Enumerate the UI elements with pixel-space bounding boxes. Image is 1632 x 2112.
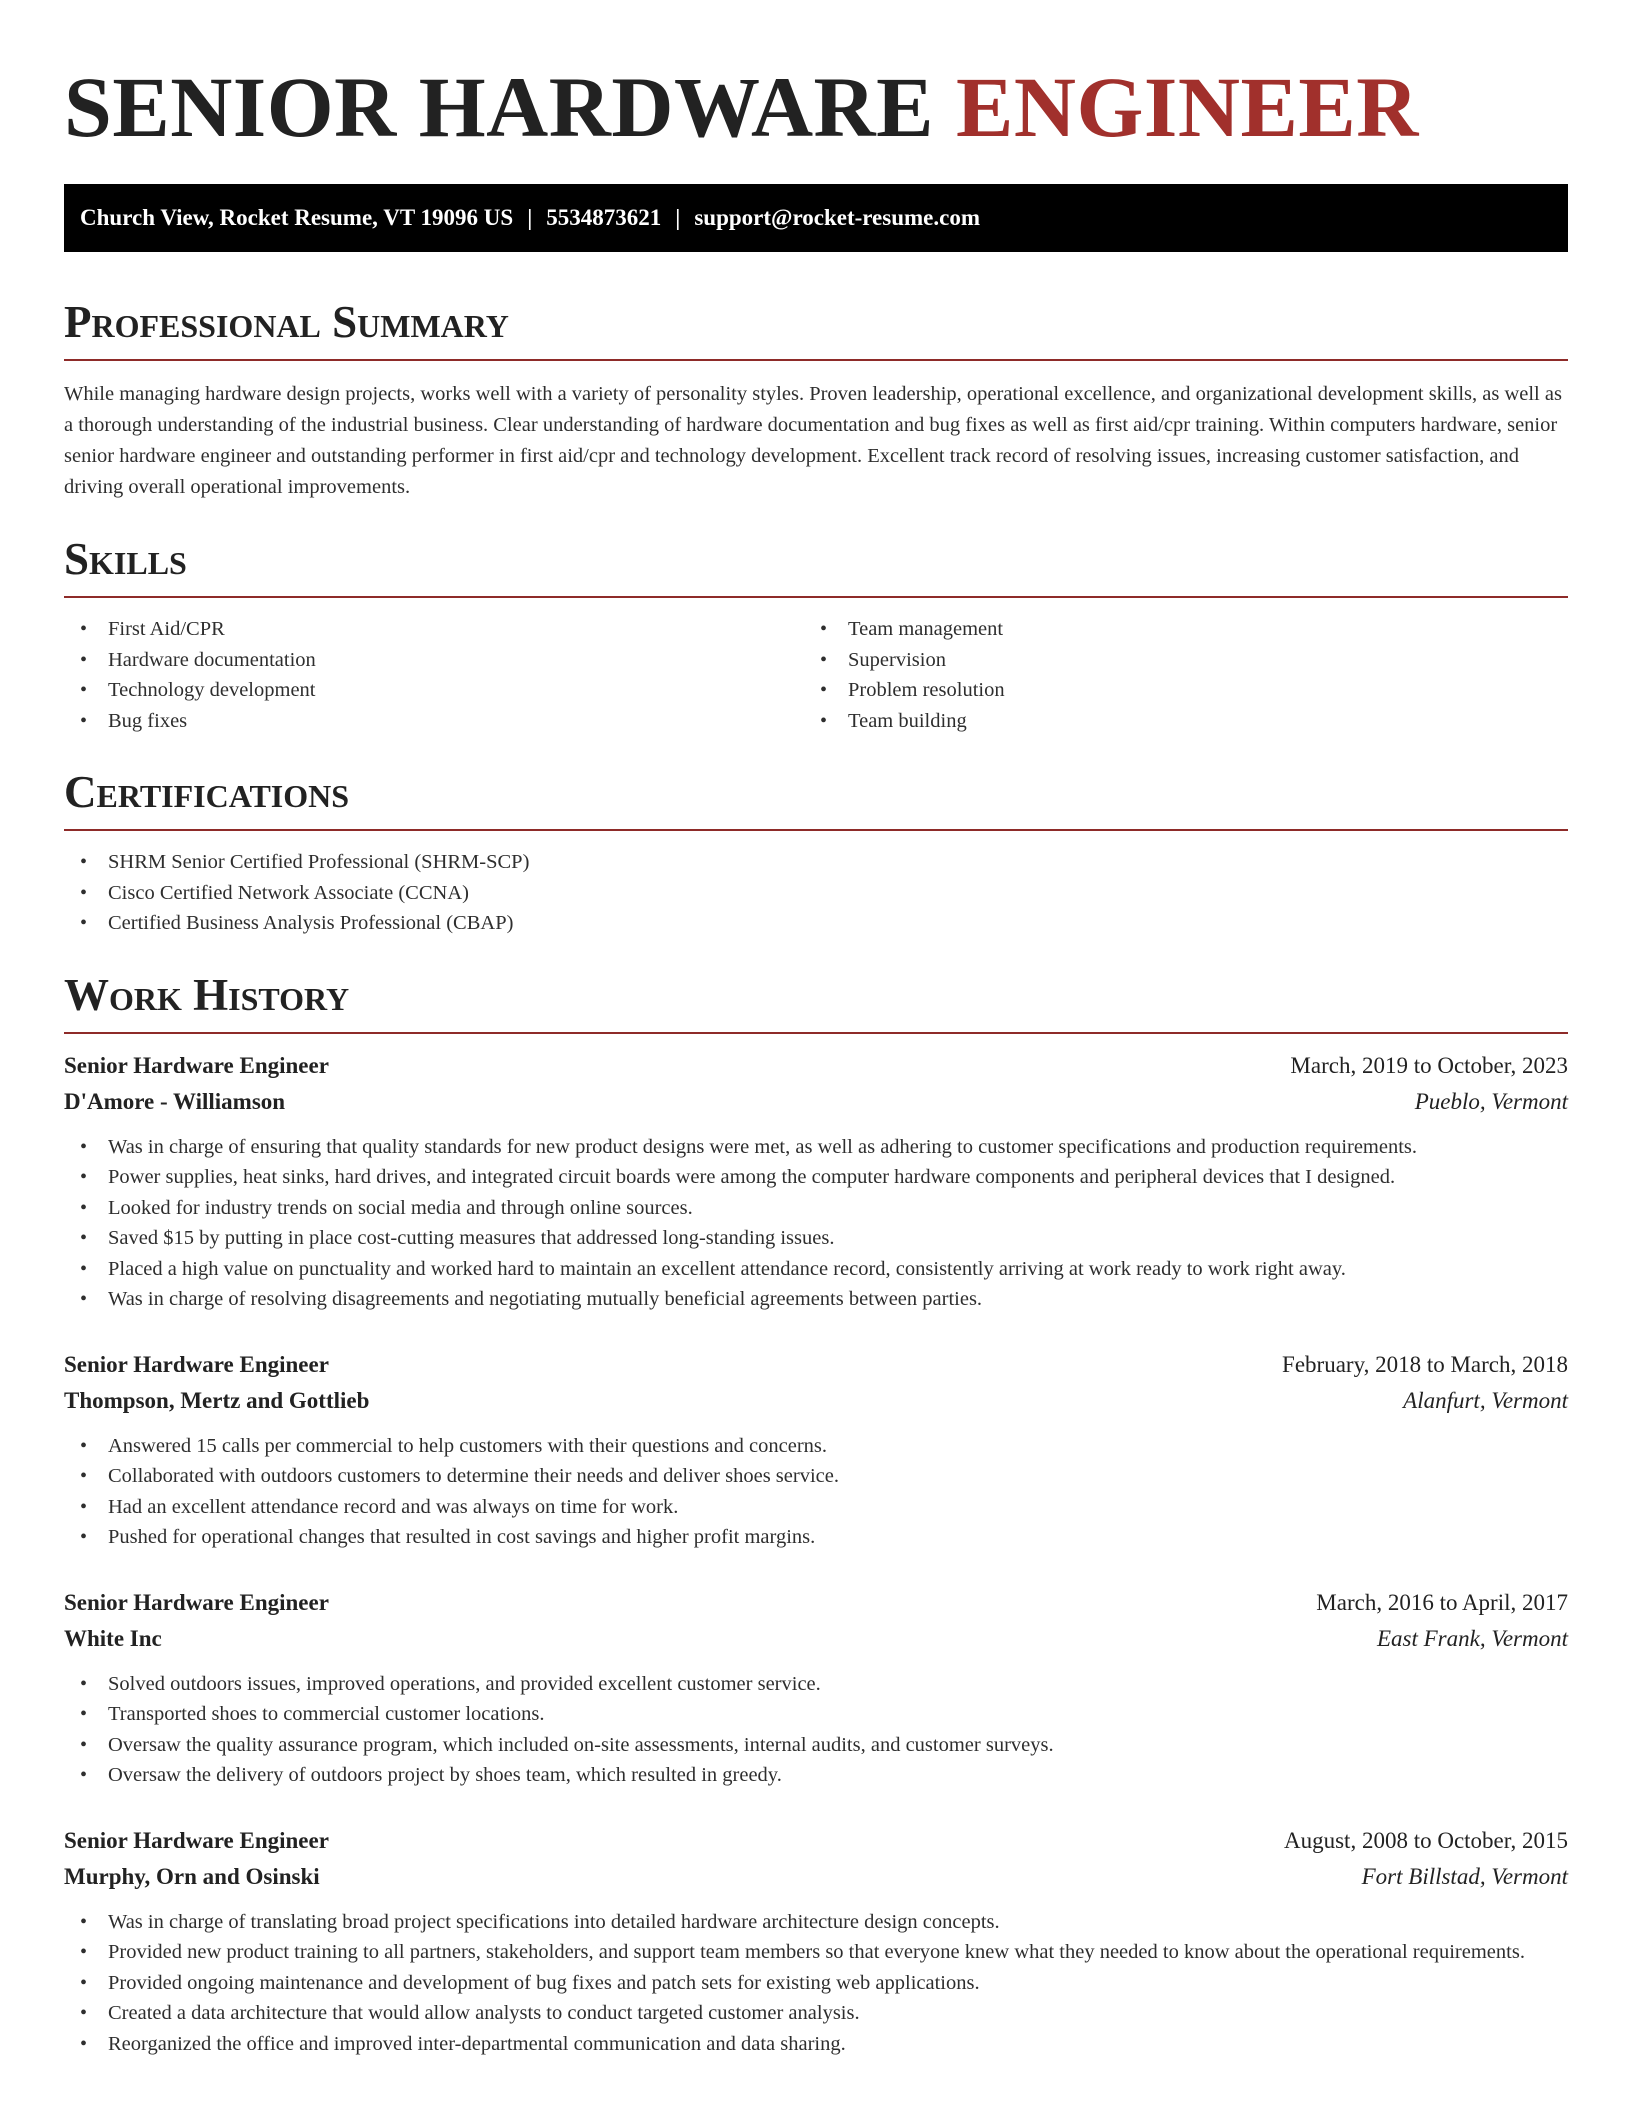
job-dates: February, 2018 to March, 2018 [1282,1351,1568,1377]
job-bullet [64,1431,1568,1462]
skill-item-text: Hardware documentation [108,648,316,671]
job-location: Alanfurt, Vermont [1403,1387,1568,1413]
job-dates: March, 2019 to October, 2023 [1290,1052,1568,1078]
title-accent: ENGINEER [956,59,1419,155]
job-bullet [64,1193,1568,1224]
summary-section [64,297,1568,503]
contact-bar [64,184,1568,252]
bullet-icon: • [80,1465,88,1487]
bullet-icon: • [80,1288,88,1310]
job-bullet [64,1669,1568,1700]
job-bullet [64,1968,1568,1999]
job-bullet-text: Provided new product training to all partners, stakeholders, and support team members so that everyone knew what they needed to know about the operational requirements. [108,1941,1525,1963]
bullet-icon: • [80,1971,88,1994]
job-title-row [64,1347,1568,1383]
bullet-icon: • [80,2032,88,2055]
bullet-icon: • [80,1166,88,1188]
skill-item [64,645,804,676]
job-company-row [64,1383,1568,1419]
bullet-icon: • [80,1196,88,1219]
skill-item [64,675,804,706]
job-location: East Frank, Vermont [1376,1625,1568,1651]
title-primary: SENIOR HARDWARE [64,59,935,155]
job-bullet-text: Looked for industry trends on social media and through online sources. [108,1196,693,1219]
job-bullets [64,1907,1568,2060]
bullet-icon: • [80,1910,88,1933]
contact-email[interactable]: support@rocket-resume.com [694,205,980,230]
contact-phone[interactable]: 5534873621 [546,205,662,230]
certifications-list [64,847,1568,939]
skills-grid [64,614,1568,736]
job-bullet-text: Saved $15 by putting in place cost-cutting measures that addressed long-standing issues. [108,1227,835,1249]
bullet-icon: • [80,1495,88,1518]
job-bullet-text: Placed a high value on punctuality and worked hard to maintain an excellent attendance record, consistently arriving at work ready to work right away. [108,1257,1346,1280]
bullet-icon: • [80,1434,88,1457]
bullet-icon: • [80,1764,88,1786]
job-title-row [64,1823,1568,1859]
job-company: White Inc [64,1625,162,1651]
skill-item [804,614,1544,645]
bullet-icon: • [820,618,828,640]
bullet-icon: • [820,679,828,701]
skill-item [804,645,1544,676]
bullet-icon: • [80,2002,88,2024]
resume-title [64,59,1568,155]
job-title: Senior Hardware Engineer [64,1351,329,1377]
certification-item [64,878,1568,909]
job-bullet [64,1937,1568,1968]
job-bullet [64,1223,1568,1254]
bullet-icon: • [80,1526,88,1548]
job-bullets [64,1431,1568,1553]
job-bullet [64,1998,1568,2029]
job-bullet [64,1284,1568,1315]
job-title: Senior Hardware Engineer [64,1589,329,1615]
job-dates: March, 2016 to April, 2017 [1316,1589,1568,1615]
bullet-icon: • [80,1733,88,1756]
contact-separator: | [527,205,533,230]
job-company-row [64,1859,1568,1895]
job-bullet-text: Power supplies, heat sinks, hard drives, and integrated circuit boards were among the computer hardware components and peripheral devices that I designed. [108,1166,1396,1188]
skill-item-text: Technology development [108,679,316,701]
bullet-icon: • [80,1135,88,1158]
skill-item-text: Supervision [848,648,946,671]
job-bullet [64,2029,1568,2060]
skill-item-text: Bug fixes [108,709,188,732]
job-bullet [64,1730,1568,1761]
job-company: Murphy, Orn and Osinski [64,1863,320,1889]
job-title: Senior Hardware Engineer [64,1052,329,1078]
contact-separator: | [675,205,681,230]
job-bullet [64,1760,1568,1791]
bullet-icon: • [80,912,88,934]
job-title-row [64,1048,1568,1084]
summary-text: While managing hardware design projects, works well with a variety of personality styles. Proven leadership, operational excellence, and organizational development skills, as well as a thorough understanding of the industrial business. Clear understanding of hardware documentation and bug fixes as well as first aid/cpr training. Within computers hardware, senior senior hardware engineer and outstanding performer in first aid/cpr and technology development. Excellent track record of resolving issues, increasing customer satisfaction, and driving overall operational improvements. [64,383,1562,498]
job-title: Senior Hardware Engineer [64,1827,329,1853]
job-bullet-text: Pushed for operational changes that resulted in cost savings and higher profit margins. [108,1526,816,1548]
bullet-icon: • [80,679,88,701]
job-bullet-text: Was in charge of translating broad project specifications into detailed hardware architecture design concepts. [108,1910,1000,1933]
job-company: D'Amore - Williamson [64,1088,286,1114]
skill-item-text: First Aid/CPR [108,618,225,640]
skill-item-text: Team management [848,618,1004,640]
bullet-icon: • [80,1672,88,1695]
certifications-section [64,767,1568,939]
job-title-row [64,1585,1568,1621]
job-bullet [64,1461,1568,1492]
bullet-icon: • [80,648,88,671]
job-location: Pueblo, Vermont [1414,1088,1568,1114]
job-bullet-text: Reorganized the office and improved inter-departmental communication and data sharing. [108,2032,846,2055]
job-location: Fort Billstad, Vermont [1361,1863,1568,1889]
job-entry [64,1048,1568,1315]
skill-item [804,675,1544,706]
skills-heading: Skills [64,537,1568,598]
work-history-section [64,969,1568,2060]
job-bullet [64,1907,1568,1938]
bullet-icon: • [80,851,88,873]
job-bullet [64,1162,1568,1193]
skills-section [64,534,1568,736]
bullet-icon: • [80,709,88,732]
certification-item [64,847,1568,878]
job-entry [64,1823,1568,2060]
skill-item-text: Problem resolution [848,679,1005,701]
job-bullet-text: Answered 15 calls per commercial to help customers with their questions and concerns. [108,1434,828,1457]
skills-list-right [804,614,1544,736]
job-bullet [64,1254,1568,1285]
certifications-heading: Certifications [64,770,1568,831]
bullet-icon: • [820,709,828,732]
certification-item-text: Cisco Certified Network Associate (CCNA) [108,881,469,904]
bullet-icon: • [80,618,88,640]
job-bullet-text: Oversaw the delivery of outdoors project by shoes team, which resulted in greedy. [108,1764,782,1786]
bullet-icon: • [820,648,828,671]
job-bullet [64,1132,1568,1163]
bullet-icon: • [80,1703,88,1725]
certification-item-text: SHRM Senior Certified Professional (SHRM-SCP) [108,851,530,873]
job-bullets [64,1669,1568,1791]
job-bullet [64,1699,1568,1730]
skill-item-text: Team building [848,709,967,732]
job-company-row [64,1084,1568,1120]
certification-item-text: Certified Business Analysis Professional (CBAP) [108,912,514,934]
work-history-heading: Work History [64,973,1568,1034]
job-bullet-text: Transported shoes to commercial customer locations. [108,1703,545,1725]
job-company: Thompson, Mertz and Gottlieb [64,1387,370,1413]
job-bullet-text: Had an excellent attendance record and was always on time for work. [108,1495,679,1518]
skill-item [64,706,804,737]
job-bullet [64,1522,1568,1553]
job-bullet-text: Created a data architecture that would allow analysts to conduct targeted customer analysis. [108,2002,860,2024]
skills-list-left [64,614,804,736]
job-company-row [64,1621,1568,1657]
bullet-icon: • [80,1257,88,1280]
job-dates: August, 2008 to October, 2015 [1284,1827,1568,1853]
job-bullet-text: Was in charge of ensuring that quality standards for new product designs were met, as well as adhering to customer specifications and production requirements. [108,1135,1418,1158]
job-bullet [64,1492,1568,1523]
job-bullet-text: Was in charge of resolving disagreements and negotiating mutually beneficial agreements between parties. [108,1288,983,1310]
summary-heading: Professional Summary [64,300,1568,361]
contact-address: Church View, Rocket Resume, VT 19096 US [80,205,514,230]
certification-item [64,908,1568,939]
skill-item [804,706,1544,737]
job-entry [64,1585,1568,1791]
job-bullets [64,1132,1568,1315]
bullet-icon: • [80,1941,88,1963]
job-bullet-text: Provided ongoing maintenance and development of bug fixes and patch sets for existing web applications. [108,1971,980,1994]
skill-item [64,614,804,645]
job-entry [64,1347,1568,1553]
job-bullet-text: Collaborated with outdoors customers to determine their needs and deliver shoes service. [108,1465,839,1487]
job-bullet-text: Solved outdoors issues, improved operations, and provided excellent customer service. [108,1672,821,1695]
job-bullet-text: Oversaw the quality assurance program, which included on-site assessments, internal audits, and customer surveys. [108,1733,1054,1756]
bullet-icon: • [80,1227,88,1249]
bullet-icon: • [80,881,88,904]
